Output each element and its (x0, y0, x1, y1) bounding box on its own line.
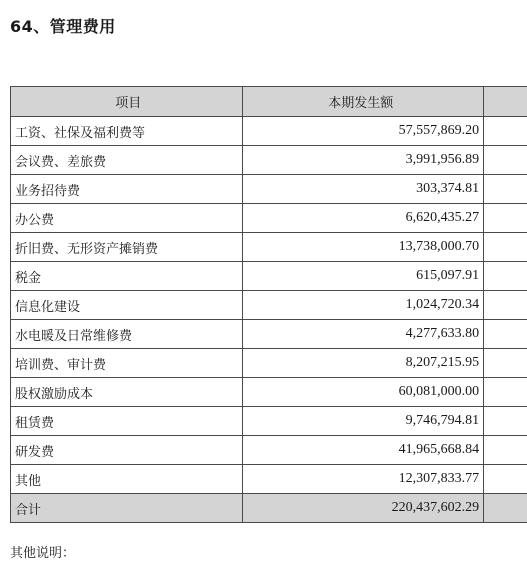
row-extra (484, 262, 527, 291)
table-row (11, 378, 527, 407)
row-item: 信息化建设 (11, 291, 243, 320)
header-item: 项目 (11, 87, 243, 117)
total-amount: 220,437,602.29 (242, 494, 484, 523)
table-row (11, 436, 527, 465)
row-extra (484, 204, 527, 233)
row-extra (484, 175, 527, 204)
row-amount: 303,374.81 (242, 175, 484, 204)
row-amount: 60,081,000.00 (242, 378, 484, 407)
row-item: 业务招待费 (11, 175, 243, 204)
other-notes-label: 其他说明： (10, 546, 76, 561)
row-amount: 8,207,215.95 (242, 349, 484, 378)
row-amount: 41,965,668.84 (242, 436, 484, 465)
table-row (11, 117, 527, 146)
row-extra (484, 146, 527, 175)
row-extra (484, 378, 527, 407)
row-amount: 3,991,956.89 (242, 146, 484, 175)
table-row (11, 407, 527, 436)
row-extra (484, 465, 527, 494)
row-item: 培训费、审计费 (11, 349, 243, 378)
row-item: 税金 (11, 262, 243, 291)
expense-table (10, 86, 527, 523)
row-extra (484, 436, 527, 465)
total-row (11, 494, 527, 523)
row-extra (484, 349, 527, 378)
row-amount: 1,024,720.34 (242, 291, 484, 320)
table-row (11, 175, 527, 204)
row-extra (484, 117, 527, 146)
table-row (11, 233, 527, 262)
total-label: 合计 (11, 494, 243, 523)
row-item: 会议费、差旅费 (11, 146, 243, 175)
row-item: 股权激励成本 (11, 378, 243, 407)
row-extra (484, 320, 527, 349)
row-item: 办公费 (11, 204, 243, 233)
table-header-row (11, 87, 527, 117)
section-title: 64、管理费用 (10, 17, 116, 36)
row-item: 研发费 (11, 436, 243, 465)
row-item: 工资、社保及福利费等 (11, 117, 243, 146)
row-extra (484, 407, 527, 436)
row-amount: 57,557,869.20 (242, 117, 484, 146)
row-amount: 6,620,435.27 (242, 204, 484, 233)
row-amount: 4,277,633.80 (242, 320, 484, 349)
header-extra (484, 87, 527, 117)
table-row (11, 320, 527, 349)
table-row (11, 349, 527, 378)
row-item: 其他 (11, 465, 243, 494)
row-item: 折旧费、无形资产摊销费 (11, 233, 243, 262)
table-row (11, 204, 527, 233)
row-item: 水电暖及日常维修费 (11, 320, 243, 349)
total-extra (484, 494, 527, 523)
row-amount: 12,307,833.77 (242, 465, 484, 494)
row-item: 租赁费 (11, 407, 243, 436)
row-amount: 13,738,000.70 (242, 233, 484, 262)
table-row (11, 465, 527, 494)
table-row (11, 146, 527, 175)
row-extra (484, 291, 527, 320)
table-row (11, 291, 527, 320)
table-row (11, 262, 527, 291)
row-amount: 615,097.91 (242, 262, 484, 291)
row-amount: 9,746,794.81 (242, 407, 484, 436)
row-extra (484, 233, 527, 262)
header-amount: 本期发生额 (242, 87, 484, 117)
